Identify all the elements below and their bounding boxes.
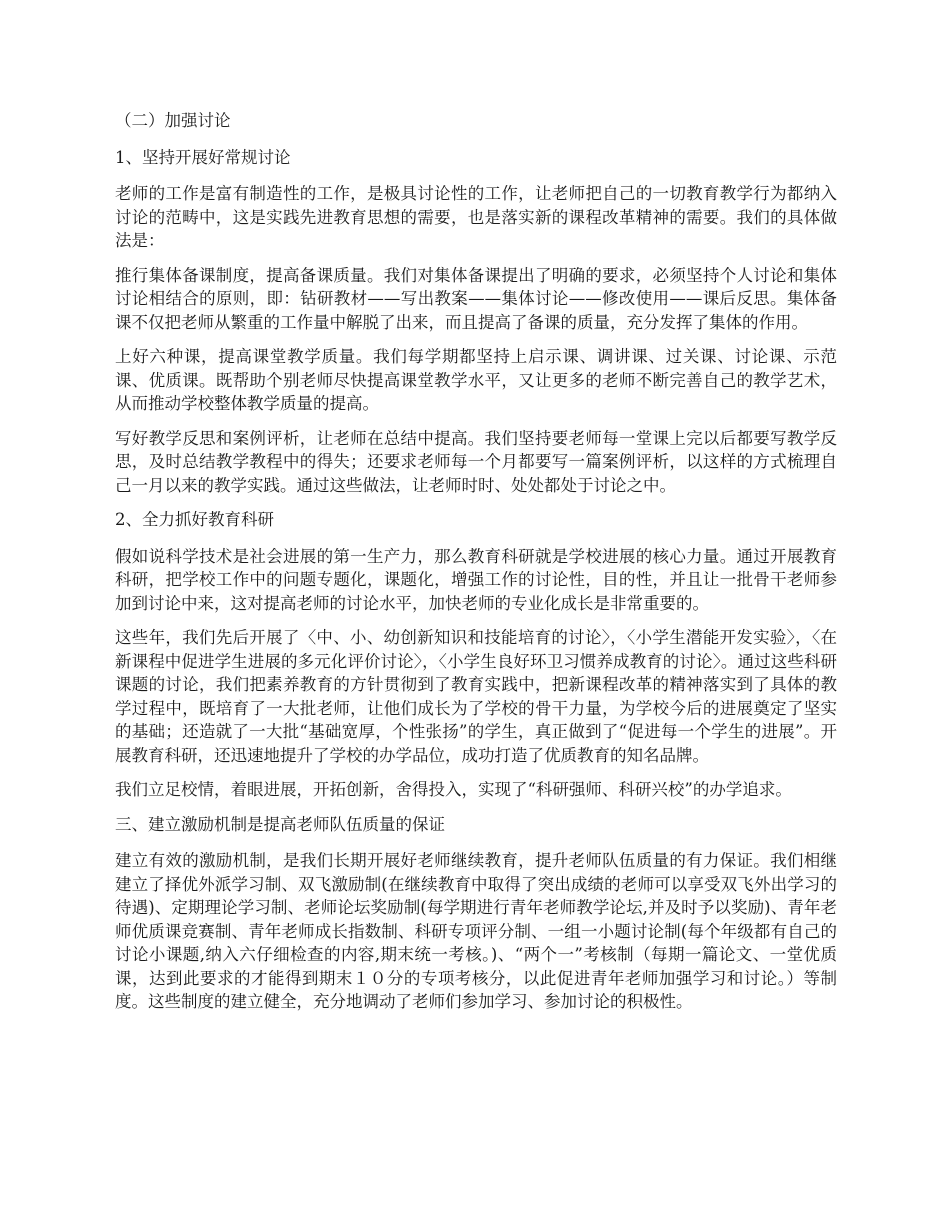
- document-body: [115, 109, 837, 1025]
- paragraph-six-lesson-types: 上好六种课，提高课堂教学质量。我们每学期都坚持上启示课、调讲课、过关课、讨论课、示范课、优质课。既帮助个别老师尽快提高课堂教学水平，又让更多的老师不断完善自己的教学艺术，从而推动学校整体教学质量的提高。: [115, 347, 837, 413]
- subsection-heading-education-research: 2、全力抓好教育科研: [115, 510, 274, 529]
- subsection-heading-routine-research: 1、坚持开展好常规讨论: [115, 147, 291, 167]
- section-heading-incentive-mechanism: 三、建立激励机制是提高老师队伍质量的保证: [115, 814, 445, 834]
- paragraph-intro: 老师的工作是富有制造性的工作，是极具讨论性的工作，让老师把自己的一切教育教学行为都纳入讨论的范畴中，这是实践先进教育思想的需要，也是落实新的课程改革精神的需要。我们的具体做法是：: [115, 184, 837, 250]
- paragraph-incentive-systems: 建立有效的激励机制，是我们长期开展好老师继续教育，提升老师队伍质量的有力保证。我们相继建立了择优外派学习制、双飞激励制(在继续教育中取得了突出成绩的老师可以享受双飞外出学习的待遇)、定期理论学习制、老师论坛奖励制(每学期进行青年老师教学论坛,并及时予以奖励)、青年老师优质课竞赛制、青年老师成长指数制、科研专项评分制、一组一小题讨论制(每个年级都有自己的讨论小课题,纳入六仔细检查的内容,期末统一考核。)、“两个一”考核制（每期一篇论文、一堂优质课，达到此要求的才能得到期末１０分的专项考核分，以此促进青年老师加强学习和讨论。）等制度。这些制度的建立健全，充分地调动了老师们参加学习、参加讨论的积极性。: [115, 851, 837, 1011]
- paragraph-teaching-reflection: 写好教学反思和案例评析，让老师在总结中提高。我们坚持要老师每一堂课上完以后都要写教学反思，及时总结教学教程中的得失；还要求老师每一个月都要写一篇案例评析，以这样的方式梳理自己一月以来的教学实践。通过这些做法，让老师时时、处处都处于讨论之中。: [115, 428, 837, 495]
- paragraph-research-projects: 这些年，我们先后开展了〈中、小、幼创新知识和技能培育的讨论〉，〈小学生潜能开发实验〉，〈在新课程中促进学生进展的多元化评价讨论〉，〈小学生良好环卫习惯养成教育的讨论〉。通过这些科研课题的讨论，我们把素养教育的方针贯彻到了教育实践中，把新课程改革的精神落实到了具体的教学过程中，既培育了一大批老师，让他们成长为了学校的骨干力量，为学校今后的进展奠定了坚实的基础；还造就了一大批“基础宽厚，个性张扬”的学生，真正做到了“促进每一个学生的进展”。开展教育科研，还迅速地提升了学校的办学品位，成功打造了优质教育的知名品牌。: [115, 628, 837, 765]
- paragraph-research-goal: 我们立足校情，着眼进展，开拓创新，舍得投入，实现了“科研强师、科研兴校”的办学追求。: [115, 780, 792, 799]
- section-heading-strengthen-research: （二）加强讨论: [115, 111, 231, 130]
- paragraph-collective-lesson-prep: 推行集体备课制度，提高备课质量。我们对集体备课提出了明确的要求，必须坚持个人讨论和集体讨论相结合的原则，即：钻研教材——写出教案——集体讨论——修改使用——课后反思。集体备课不仅把老师从繁重的工作量中解脱了出来，而且提高了备课的质量，充分发挥了集体的作用。: [115, 265, 837, 332]
- paragraph-research-importance: 假如说科学技术是社会进展的第一生产力，那么教育科研就是学校进展的核心力量。通过开展教育科研，把学校工作中的问题专题化，课题化，增强工作的讨论性，目的性，并且让一批骨干老师参加到讨论中来，这对提高老师的讨论水平，加快老师的专业化成长是非常重要的。: [115, 546, 837, 613]
